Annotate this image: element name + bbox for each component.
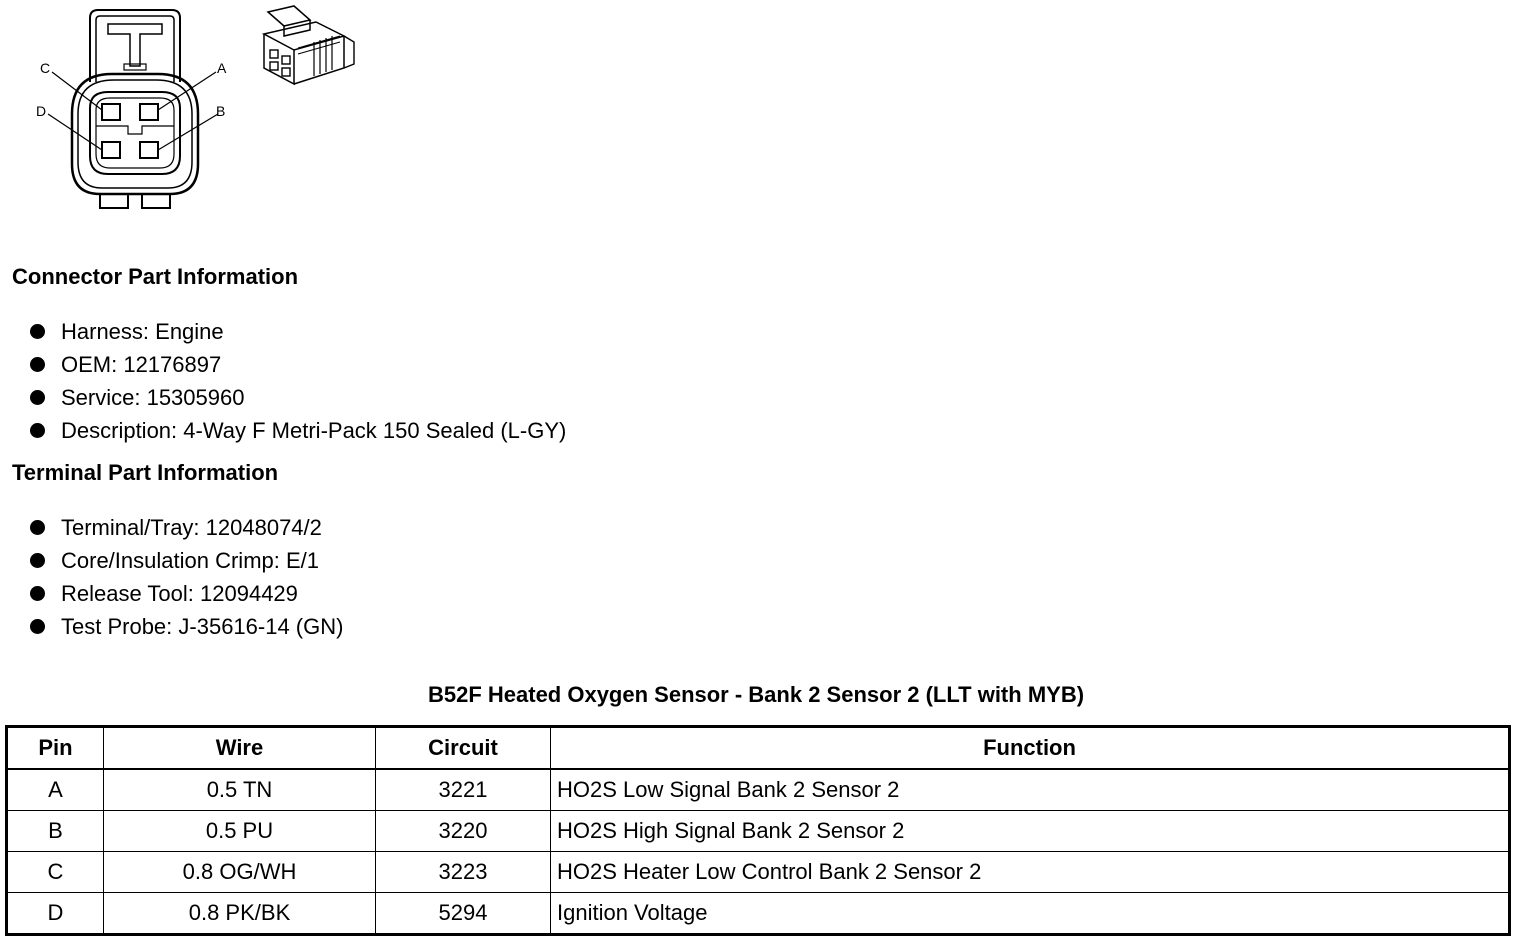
table-row [7,769,1510,811]
pin-label-a: A [217,60,227,76]
bullet-icon [30,357,45,372]
column-header-wire: Wire [104,727,376,770]
cell-circuit: 3221 [376,769,551,811]
cell-function: HO2S High Signal Bank 2 Sensor 2 [551,811,1510,852]
list-item: Core/Insulation Crimp: E/1 [30,544,343,577]
cell-wire: 0.8 PK/BK [104,893,376,935]
list-item: Description: 4-Way F Metri-Pack 150 Sealed (L-GY) [30,414,566,447]
pin-table [5,725,1511,936]
column-header-function: Function [551,727,1510,770]
cell-wire: 0.5 PU [104,811,376,852]
cell-circuit: 3220 [376,811,551,852]
table-row [7,811,1510,852]
cell-pin: C [7,852,104,893]
column-header-circuit: Circuit [376,727,551,770]
connector-part-info-title: Connector Part Information [12,264,299,289]
cell-circuit: 5294 [376,893,551,935]
table-header-row [7,727,1510,770]
list-item: OEM: 12176897 [30,348,566,381]
connector-face-diagram [30,4,240,214]
cell-wire: 0.8 OG/WH [104,852,376,893]
bullet-icon [30,423,45,438]
bullet-icon [30,553,45,568]
bullet-icon [30,390,45,405]
cell-function: HO2S Low Signal Bank 2 Sensor 2 [551,769,1510,811]
terminal-part-info-list [30,511,343,643]
connector-isometric-image [254,2,364,92]
bullet-icon [30,324,45,339]
list-item: Service: 15305960 [30,381,566,414]
cell-pin: B [7,811,104,852]
cell-function: HO2S Heater Low Control Bank 2 Sensor 2 [551,852,1510,893]
list-item: Harness: Engine [30,315,566,348]
column-header-pin: Pin [7,727,104,770]
connector-part-info-list [30,315,566,447]
table-row [7,893,1510,935]
cell-wire: 0.5 TN [104,769,376,811]
cell-circuit: 3223 [376,852,551,893]
terminal-part-info-title: Terminal Part Information [12,460,279,485]
cell-pin: A [7,769,104,811]
bullet-icon [30,619,45,634]
pin-table-title: B52F Heated Oxygen Sensor - Bank 2 Sensor 2 (LLT with MYB) [427,682,1085,707]
table-row [7,852,1510,893]
list-item: Terminal/Tray: 12048074/2 [30,511,343,544]
list-item: Release Tool: 12094429 [30,577,343,610]
cell-pin: D [7,893,104,935]
pin-label-c: C [40,60,51,76]
bullet-icon [30,586,45,601]
pin-label-d: D [36,103,47,119]
bullet-icon [30,520,45,535]
pin-label-b: B [216,103,226,119]
list-item: Test Probe: J-35616-14 (GN) [30,610,343,643]
cell-function: Ignition Voltage [551,893,1510,935]
